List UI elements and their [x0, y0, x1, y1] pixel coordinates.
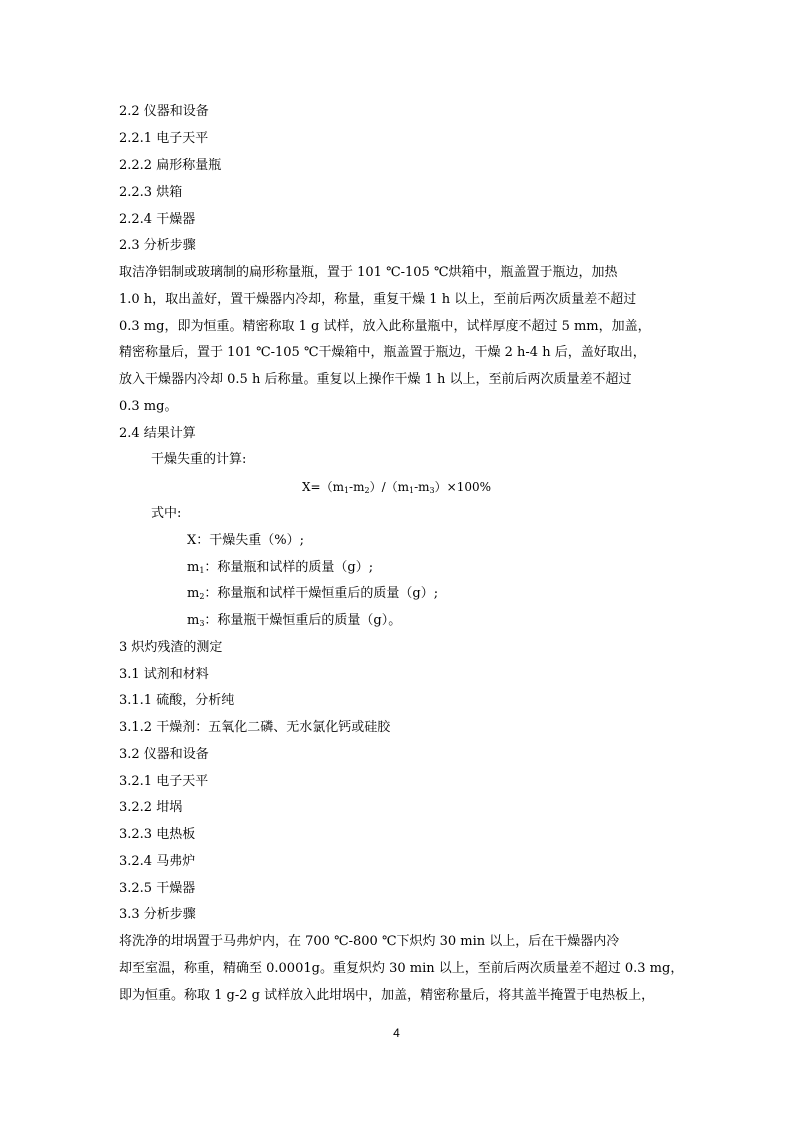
list-item: 3.1.1 硫酸，分析纯: [119, 693, 235, 708]
paragraph-line: 却至室温，称重，精确至 0.0001g。重复炽灼 30 min 以上，至前后两次质量差不超过 0.3 mg，: [119, 961, 684, 976]
paragraph-line: 放入干燥器内冷却 0.5 h 后称量。重复以上操作干燥 1 h 以上，至前后两次质量差不超过: [119, 372, 632, 387]
section-heading: 2.3 分析步骤: [119, 238, 196, 253]
list-item: 3.2.2 坩埚: [119, 800, 183, 815]
definition-m2: $m_2$：称量瓶和试样干燥恒重后的质量（g）;: [187, 586, 439, 601]
section-heading: 2.2 仪器和设备: [119, 104, 209, 119]
paragraph-line: 即为恒重。称取 1 g-2 g 试样放入此坩埚中，加盖，精密称量后，将其盖半掩置于电热板上，: [119, 988, 655, 1003]
list-item: 2.2.1 电子天平: [119, 131, 209, 146]
section-heading: 3.2 仪器和设备: [119, 747, 209, 762]
section-heading: 3.3 分析步骤: [119, 907, 196, 922]
formula: $X=(m_1-m_2)/(m_1-m_3)\times 100\%$: [301, 480, 492, 495]
list-item: 3.2.5 干燥器: [119, 881, 196, 896]
section-heading: 2.4 结果计算: [119, 426, 196, 441]
definition-x: X：干燥失重（%）;: [187, 533, 304, 548]
paragraph-line: 将洗净的坩埚置于马弗炉内，在 700 ℃-800 ℃下炽灼 30 min 以上，后在干燥器内冷: [119, 934, 620, 949]
paragraph-line: 0.3 mg，即为恒重。精密称取 1 g 试样，放入此称量瓶中，试样厚度不超过 5 mm，加盖，: [119, 319, 651, 334]
list-item: 2.2.4 干燥器: [119, 212, 196, 227]
where-label: 式中:: [151, 506, 182, 521]
formula-intro: 干燥失重的计算:: [151, 452, 247, 467]
list-item: 2.2.2 扁形称量瓶: [119, 158, 222, 173]
paragraph-line: 精密称量后，置于 101 ℃-105 ℃干燥箱中，瓶盖置于瓶边，干燥 2 h-4 h 后，盖好取出，: [119, 345, 646, 360]
list-item: 2.2.3 烘箱: [119, 185, 183, 200]
definition-m1: $m_1$：称量瓶和试样的质量（g）;: [187, 560, 374, 575]
section-heading: 3 炽灼残渣的测定: [119, 640, 223, 655]
page-number: 4: [393, 1026, 400, 1040]
list-item: 3.2.3 电热板: [119, 827, 196, 842]
section-heading: 3.1 试剂和材料: [119, 667, 209, 682]
list-item: 3.2.4 马弗炉: [119, 854, 196, 869]
definition-m3: $m_3$：称量瓶干燥恒重后的质量（g）。: [187, 613, 402, 628]
list-item: 3.1.2 干燥剂：五氧化二磷、无水氯化钙或硅胶: [119, 720, 391, 735]
paragraph-line: 0.3 mg。: [119, 399, 178, 414]
list-item: 3.2.1 电子天平: [119, 774, 209, 789]
paragraph-line: 取洁净铝制或玻璃制的扁形称量瓶，置于 101 ℃-105 ℃烘箱中，瓶盖置于瓶边，加热: [119, 265, 618, 280]
paragraph-line: 1.0 h，取出盖好，置干燥器内冷却，称量，重复干燥 1 h 以上，至前后两次质量差不超过: [119, 292, 637, 307]
